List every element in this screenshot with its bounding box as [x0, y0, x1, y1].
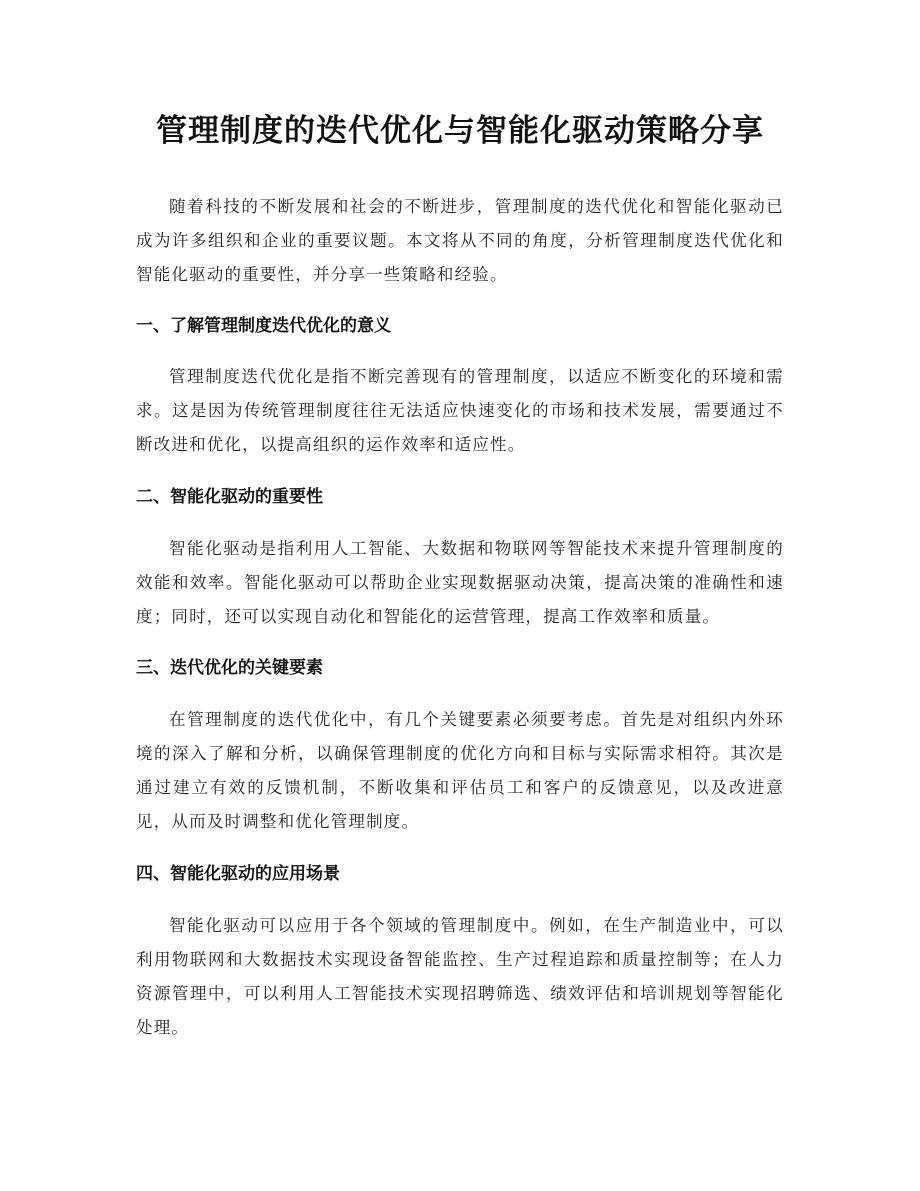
intro-paragraph: 随着科技的不断发展和社会的不断进步，管理制度的迭代优化和智能化驱动已成为许多组织和企业的重要议题。本文将从不同的角度，分析管理制度迭代优化和智能化驱动的重要性，并分享一些策略和经验。 [136, 197, 784, 284]
section-2-heading: 二、智能化驱动的重要性 [136, 487, 323, 507]
document-title: 管理制度的迭代优化与智能化驱动策略分享 [156, 113, 764, 149]
section-2-paragraph: 智能化驱动是指利用人工智能、大数据和物联网等智能技术来提升管理制度的效能和效率。智能化驱动可以帮助企业实现数据驱动决策，提高决策的准确性和速度；同时，还可以实现自动化和智能化的运营管理，提高工作效率和质量。 [136, 539, 784, 626]
section-4-paragraph: 智能化驱动可以应用于各个领域的管理制度中。例如，在生产制造业中，可以利用物联网和大数据技术实现设备智能监控、生产过程追踪和质量控制等；在人力资源管理中，可以利用人工智能技术实现招聘筛选、绩效评估和培训规划等智能化处理。 [136, 916, 784, 1037]
section-1-heading: 一、了解管理制度迭代优化的意义 [136, 316, 391, 336]
section-3-heading: 三、迭代优化的关键要素 [136, 658, 323, 678]
section-1-paragraph: 管理制度迭代优化是指不断完善现有的管理制度，以适应不断变化的环境和需求。这是因为传统管理制度往往无法适应快速变化的市场和技术发展，需要通过不断改进和优化，以提高组织的运作效率和适应性。 [136, 367, 784, 454]
section-3-paragraph: 在管理制度的迭代优化中，有几个关键要素必须要考虑。首先是对组织内外环境的深入了解和分析，以确保管理制度的优化方向和目标与实际需求相符。其次是通过建立有效的反馈机制，不断收集和评估员工和客户的反馈意见，以及改进意见，从而及时调整和优化管理制度。 [136, 710, 784, 831]
section-4-heading: 四、智能化驱动的应用场景 [136, 864, 340, 884]
